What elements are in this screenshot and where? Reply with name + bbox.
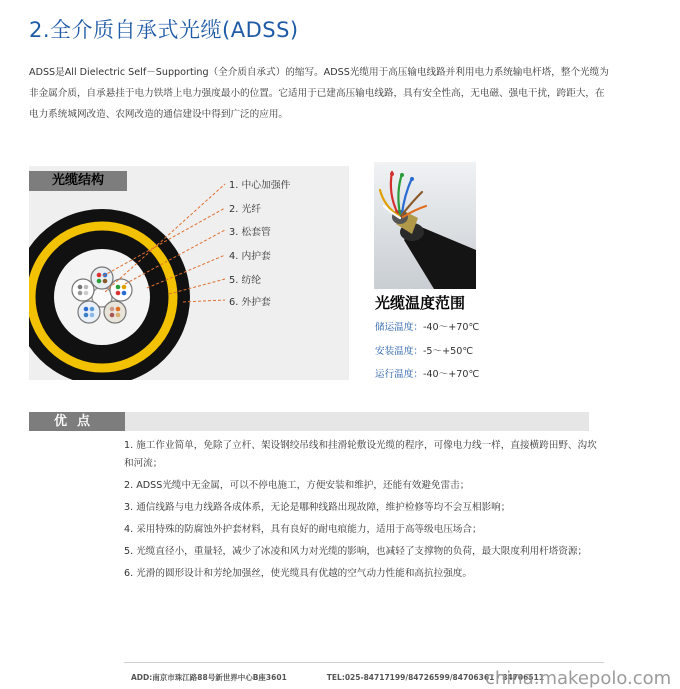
temp-row-install <box>375 343 473 357</box>
list-item: 3. 通信线路与电力线路各成体系，无论是哪种线路出现故障，维护检修等均不会互相影响； <box>124 502 511 513</box>
list-item: 6. 光滑的圆形设计和芳纶加强丝，使光缆具有优越的空气动力性能和高抗拉强度。 <box>124 568 472 579</box>
advantages-list <box>124 437 604 587</box>
page-title: 2.全介质自承式光缆(ADSS) <box>29 18 299 42</box>
structure-label: 光缆结构 <box>29 171 127 191</box>
list-item: 2. ADSS光缆中无金属，可以不停电施工，方便安装和维护，还能有效避免雷击； <box>124 480 470 491</box>
temp-row-operation <box>375 366 479 380</box>
temp-operation-value: -40～+70℃ <box>422 369 480 380</box>
part-outer-sheath: 6. 外护套 <box>229 297 271 308</box>
part-loose-tube: 3. 松套管 <box>229 227 271 238</box>
list-item: 4. 采用特殊的防腐蚀外护套材料，具有良好的耐电痕能力，适用于高等级电压场合； <box>124 524 482 535</box>
temp-row-storage <box>375 319 479 333</box>
cable-photo <box>374 162 476 289</box>
temp-storage-label: 储运温度： <box>375 322 423 333</box>
footer-tel: TEL:025-84717199/84726599/84706361 / 84706511 <box>326 673 545 682</box>
footer-divider <box>124 662 604 663</box>
part-central-strength-member: 1. 中心加强件 <box>229 180 291 191</box>
advantages-label: 优点 <box>29 412 125 431</box>
footer-address: ADD:南京市珠江路88号新世界中心B座3601 <box>131 673 287 682</box>
temperature-range-title: 光缆温度范围 <box>375 294 466 312</box>
temp-storage-value: -40～+70℃ <box>422 322 480 333</box>
part-optical-fiber: 2. 光纤 <box>229 204 262 215</box>
list-item: 1. 施工作业简单，免除了立杆、架设钢绞吊线和挂滑轮敷设光缆的程序，可像电力线一样，直接横跨田野、沟坎和河流； <box>124 440 597 469</box>
list-item: 5. 光缆直径小，重量轻，减少了冰凌和风力对光缆的影响，也减轻了支撑物的负荷，最大限度利用杆塔资源； <box>124 546 588 557</box>
intro-paragraph: ADSS是All Dielectric Self－Supporting（全介质自承式）的缩写。ADSS光缆用于高压输电线路并利用电力系统输电杆塔，整个光缆为非金属介质，自承悬挂于电力铁塔上电力强度最小的位置。它适用于已建高压输电线路，具有安全性高，无电磁、强电干扰，跨距大，在电力系统城网改造、农网改造的通信建设中得到广泛的应用。 <box>29 67 609 120</box>
part-aramid-yarn: 5. 纺纶 <box>229 275 262 286</box>
watermark: china.makepolo.com <box>485 668 672 689</box>
footer <box>131 672 544 683</box>
cable-cross-section-diagram <box>29 166 349 380</box>
part-inner-sheath: 4. 内护套 <box>229 251 271 262</box>
temp-install-value: -5～+50℃ <box>422 346 474 357</box>
cable-structure-panel <box>29 166 349 380</box>
temp-install-label: 安装温度： <box>375 346 423 357</box>
temp-operation-label: 运行温度： <box>375 369 423 380</box>
cable-photo-illustration <box>374 162 476 289</box>
